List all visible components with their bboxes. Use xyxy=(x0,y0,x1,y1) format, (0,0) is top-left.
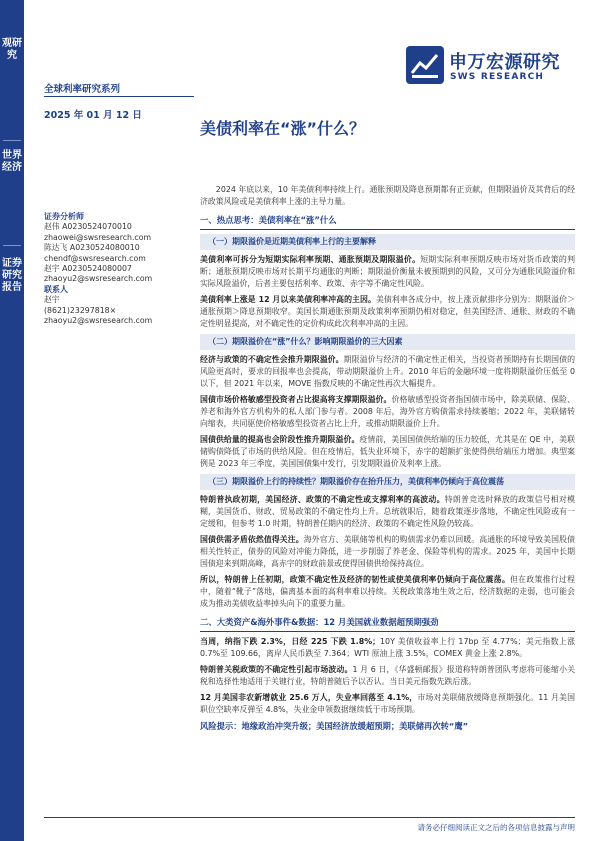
analyst-line: 陈达飞 A0230524080010 xyxy=(44,243,140,253)
paragraph-text: 期限溢价与经济的不确定性正相关，当投资者预期持有长期国债的风险更高时，要求的回报率也会提高，带动期限溢价上升。2010 年后的金融环境一度将期限溢价压低至 0 以下，但 2021 年以来，MOVE 指数反映的不确定性再次大幅提升。 xyxy=(200,355,575,388)
sidebar-label-research: 观研究 xyxy=(2,38,22,61)
paragraph xyxy=(200,574,575,610)
paragraph xyxy=(200,254,575,290)
paragraph-lead: 国债供需矛盾依然值得关注。 xyxy=(200,535,304,544)
contact-line: 赵宇 xyxy=(44,295,60,305)
contact-phone: (8621)23297818× xyxy=(44,305,117,315)
paragraph xyxy=(200,664,575,688)
footer-disclaimer[interactable]: 请务必仔细阅读正文之后的各项信息披露与声明 xyxy=(417,823,575,832)
paragraph xyxy=(200,294,575,330)
analyst-email[interactable]: chendf@swsresearch.com xyxy=(44,253,146,263)
paragraph-text: 海外官方、美联储等机构的购债需求仍难以回暖。高通胀的环境导致美国股债相关性转正，债券的风险对冲能力降低，进一步削弱了养老金、保险等机构的需求。2025 年，美国中长期国债迎来到期高峰，高赤字的财政前景或使得国债供给保持高位。 xyxy=(200,535,575,568)
series-divider xyxy=(44,96,194,97)
intro-paragraph: 2024 年底以来，10 年美债利率持续上行。通胀预期及降息预期都有正贡献，但期限溢价及其背后的经济政策风险或是美债利率上涨的主导力量。 xyxy=(200,185,575,206)
paragraph xyxy=(200,394,575,430)
sidebar xyxy=(0,0,24,841)
subsection-heading: （一）期限溢价是近期美债利率上行的主要解释 xyxy=(200,234,575,250)
paragraph-lead: 特朗普关税政策的不确定性引起市场波动。 xyxy=(200,665,353,674)
paragraph-text: 市场对美联储放缓降息预期强化。11 月美国职位空缺率反弹至 4.8%，失业金申领数据继续低于市场预期。 xyxy=(200,693,575,714)
section-heading: 一、热点思考：美债利率在“涨”什么 xyxy=(200,212,575,230)
paragraph-lead: 所以，特朗普上任初期，政策不确定性及经济的韧性或使美债利率仍倾向于高位震荡。 xyxy=(200,575,510,584)
paragraph-lead: 美债利率上涨是 12 月以来美债利率冲高的主因。 xyxy=(200,295,376,304)
analyst-header: 证券分析师 xyxy=(44,212,84,221)
section-heading: 二、大类资产&海外事件&数据：12 月美国就业数据超预期强劲 xyxy=(200,614,575,632)
subsection-heading: （三）期限溢价上行的持续性？期限溢价存在抬升压力，美债利率仍倾向于高位震荡 xyxy=(200,474,575,490)
paragraph-lead: 特朗普执政初期，美国经济、政策的不确定性或支撑利率的高波动。 xyxy=(200,495,445,504)
paragraph-text: 美债利率各成分中，按上涨贡献排序分别为：期限溢价＞通胀预期＞降息预期收窄。美国长期通胀预期及政策利率预期仍相对稳定，但美国经济、通胀、财政的不确定性明显提高，对不确定性的定价构成此次利率冲高的主因。 xyxy=(200,295,575,328)
page-title: 美债利率在“涨”什么？ xyxy=(200,119,366,138)
paragraph-lead: 经济与政策的不确定性会推升期限溢价。 xyxy=(200,355,344,364)
sidebar-label-world-economy: 世界经济 xyxy=(2,150,22,173)
paragraph xyxy=(200,692,575,716)
report-body xyxy=(200,184,575,732)
report-series: 全球利率研究系列 xyxy=(44,84,121,95)
paragraph-lead: 国债市场价格敏感型投资者占比提高将支撑期限溢价。 xyxy=(200,395,392,404)
subsection-heading: （二）期限溢价在“涨”什么？影响期限溢价的三大因素 xyxy=(200,334,575,350)
analyst-line: 赵伟 A0230524070010 xyxy=(44,222,132,232)
paragraph-text: 特朗普竞选时释放的政策信号相对模糊，美国货币、财政、贸易政策的不确定性均上升。总统就职后，随着政策逐步落地，不确定性风险或有一定缓和，但参考 1.0 时期，特朗普任期内的经济、政策的不确定性风险仍较高。 xyxy=(200,495,575,528)
contact-email[interactable]: zhaoyu2@swsresearch.com xyxy=(44,316,153,326)
analyst-panel xyxy=(44,212,194,326)
contact-header: 联系人 xyxy=(44,284,68,294)
analyst-email[interactable]: zhaowei@swsresearch.com xyxy=(44,232,152,242)
paragraph xyxy=(200,494,575,530)
paragraph xyxy=(200,534,575,570)
paragraph-text: 短期实际利率预期反映市场对货币政策的判断；通胀预期反映市场对长期平均通胀的判断；期限溢价衡量未被预期到的风险，又可分为通胀风险溢价和实际风险溢价，后者主要包括利率、政策、赤字等不确定性风险。 xyxy=(200,255,575,288)
sidebar-label-report: 证券研究报告 xyxy=(2,258,22,293)
company-logo xyxy=(406,46,566,92)
footer-divider xyxy=(44,817,575,818)
paragraph-lead: 当周，纳指下跌 2.3%，日经 225 下跌 1.8%； xyxy=(200,637,381,646)
paragraph-text: 价格敏感型投资者指国债市场中，除美联储、保险、养老和海外官方机构外的私人部门参与者。2008 年后，海外官方购债需求持续萎缩；2022 年，美联储转向缩表，共同驱使价格敏感型投资者占比上升，或推动期限溢价上升。 xyxy=(200,395,575,428)
paragraph-lead: 12 月美国非农新增就业 25.6 万人，失业率回落至 4.1%， xyxy=(200,693,418,702)
logo-mark-icon xyxy=(406,46,444,84)
sidebar-divider xyxy=(3,140,21,141)
paragraph xyxy=(200,434,575,470)
paragraph-text: 疫情前，美国国债供给端的压力较低，尤其是在 QE 中，美联储购债降低了市场的供给风险。但在疫情后，低失业环境下，赤字的超额扩张使得供给端压力增加。典型案例是 2023 年三季度，美国国债集中发行，引发期限溢价及利率上涨。 xyxy=(200,435,575,468)
paragraph-text: 10Y 美债收益率上行 17bp 至 4.77%；美元指数上涨 0.7%至 109.66，离岸人民币跌至 7.364；WTI 原油上涨 3.5%，COMEX 黄金上涨 2.8%。 xyxy=(200,637,575,658)
paragraph xyxy=(200,636,575,660)
paragraph-lead: 国债供给量的提高也会阶段性推升期限溢价。 xyxy=(200,435,360,444)
sidebar-divider xyxy=(3,245,21,246)
paragraph-text: 但在政策推行过程中，随着“靴子”落地，偏离基本面的高利率难以持续。关税政策落地生效之后，经济数据的走弱，也可能会成为推动美债收益率掉头向下的重要力量。 xyxy=(200,575,575,608)
paragraph xyxy=(200,354,575,390)
paragraph-text: 1 月 6 日，《华盛顿邮报》报道称特朗普团队考虑将可能缩小关税和选择性地适用于关键行业，特朗普随后予以否认。当日美元指数先跌后涨。 xyxy=(200,665,575,686)
report-date: 2025 年 01 月 12 日 xyxy=(44,110,142,121)
paragraph-lead: 美债利率可拆分为短期实际利率预期、通胀预期及期限溢价。 xyxy=(200,255,421,264)
analyst-email[interactable]: zhaoyu2@swsresearch.com xyxy=(44,274,153,284)
analyst-line: 赵宇 A0230524080007 xyxy=(44,264,132,274)
logo-text-en: SWS RESEARCH xyxy=(450,72,545,82)
risk-warning: 风险提示：地缘政治冲突升级；美国经济放缓超预期；美联储再次转“鹰” xyxy=(200,721,469,731)
logo-text-cn: 申万宏源研究 xyxy=(449,52,560,73)
